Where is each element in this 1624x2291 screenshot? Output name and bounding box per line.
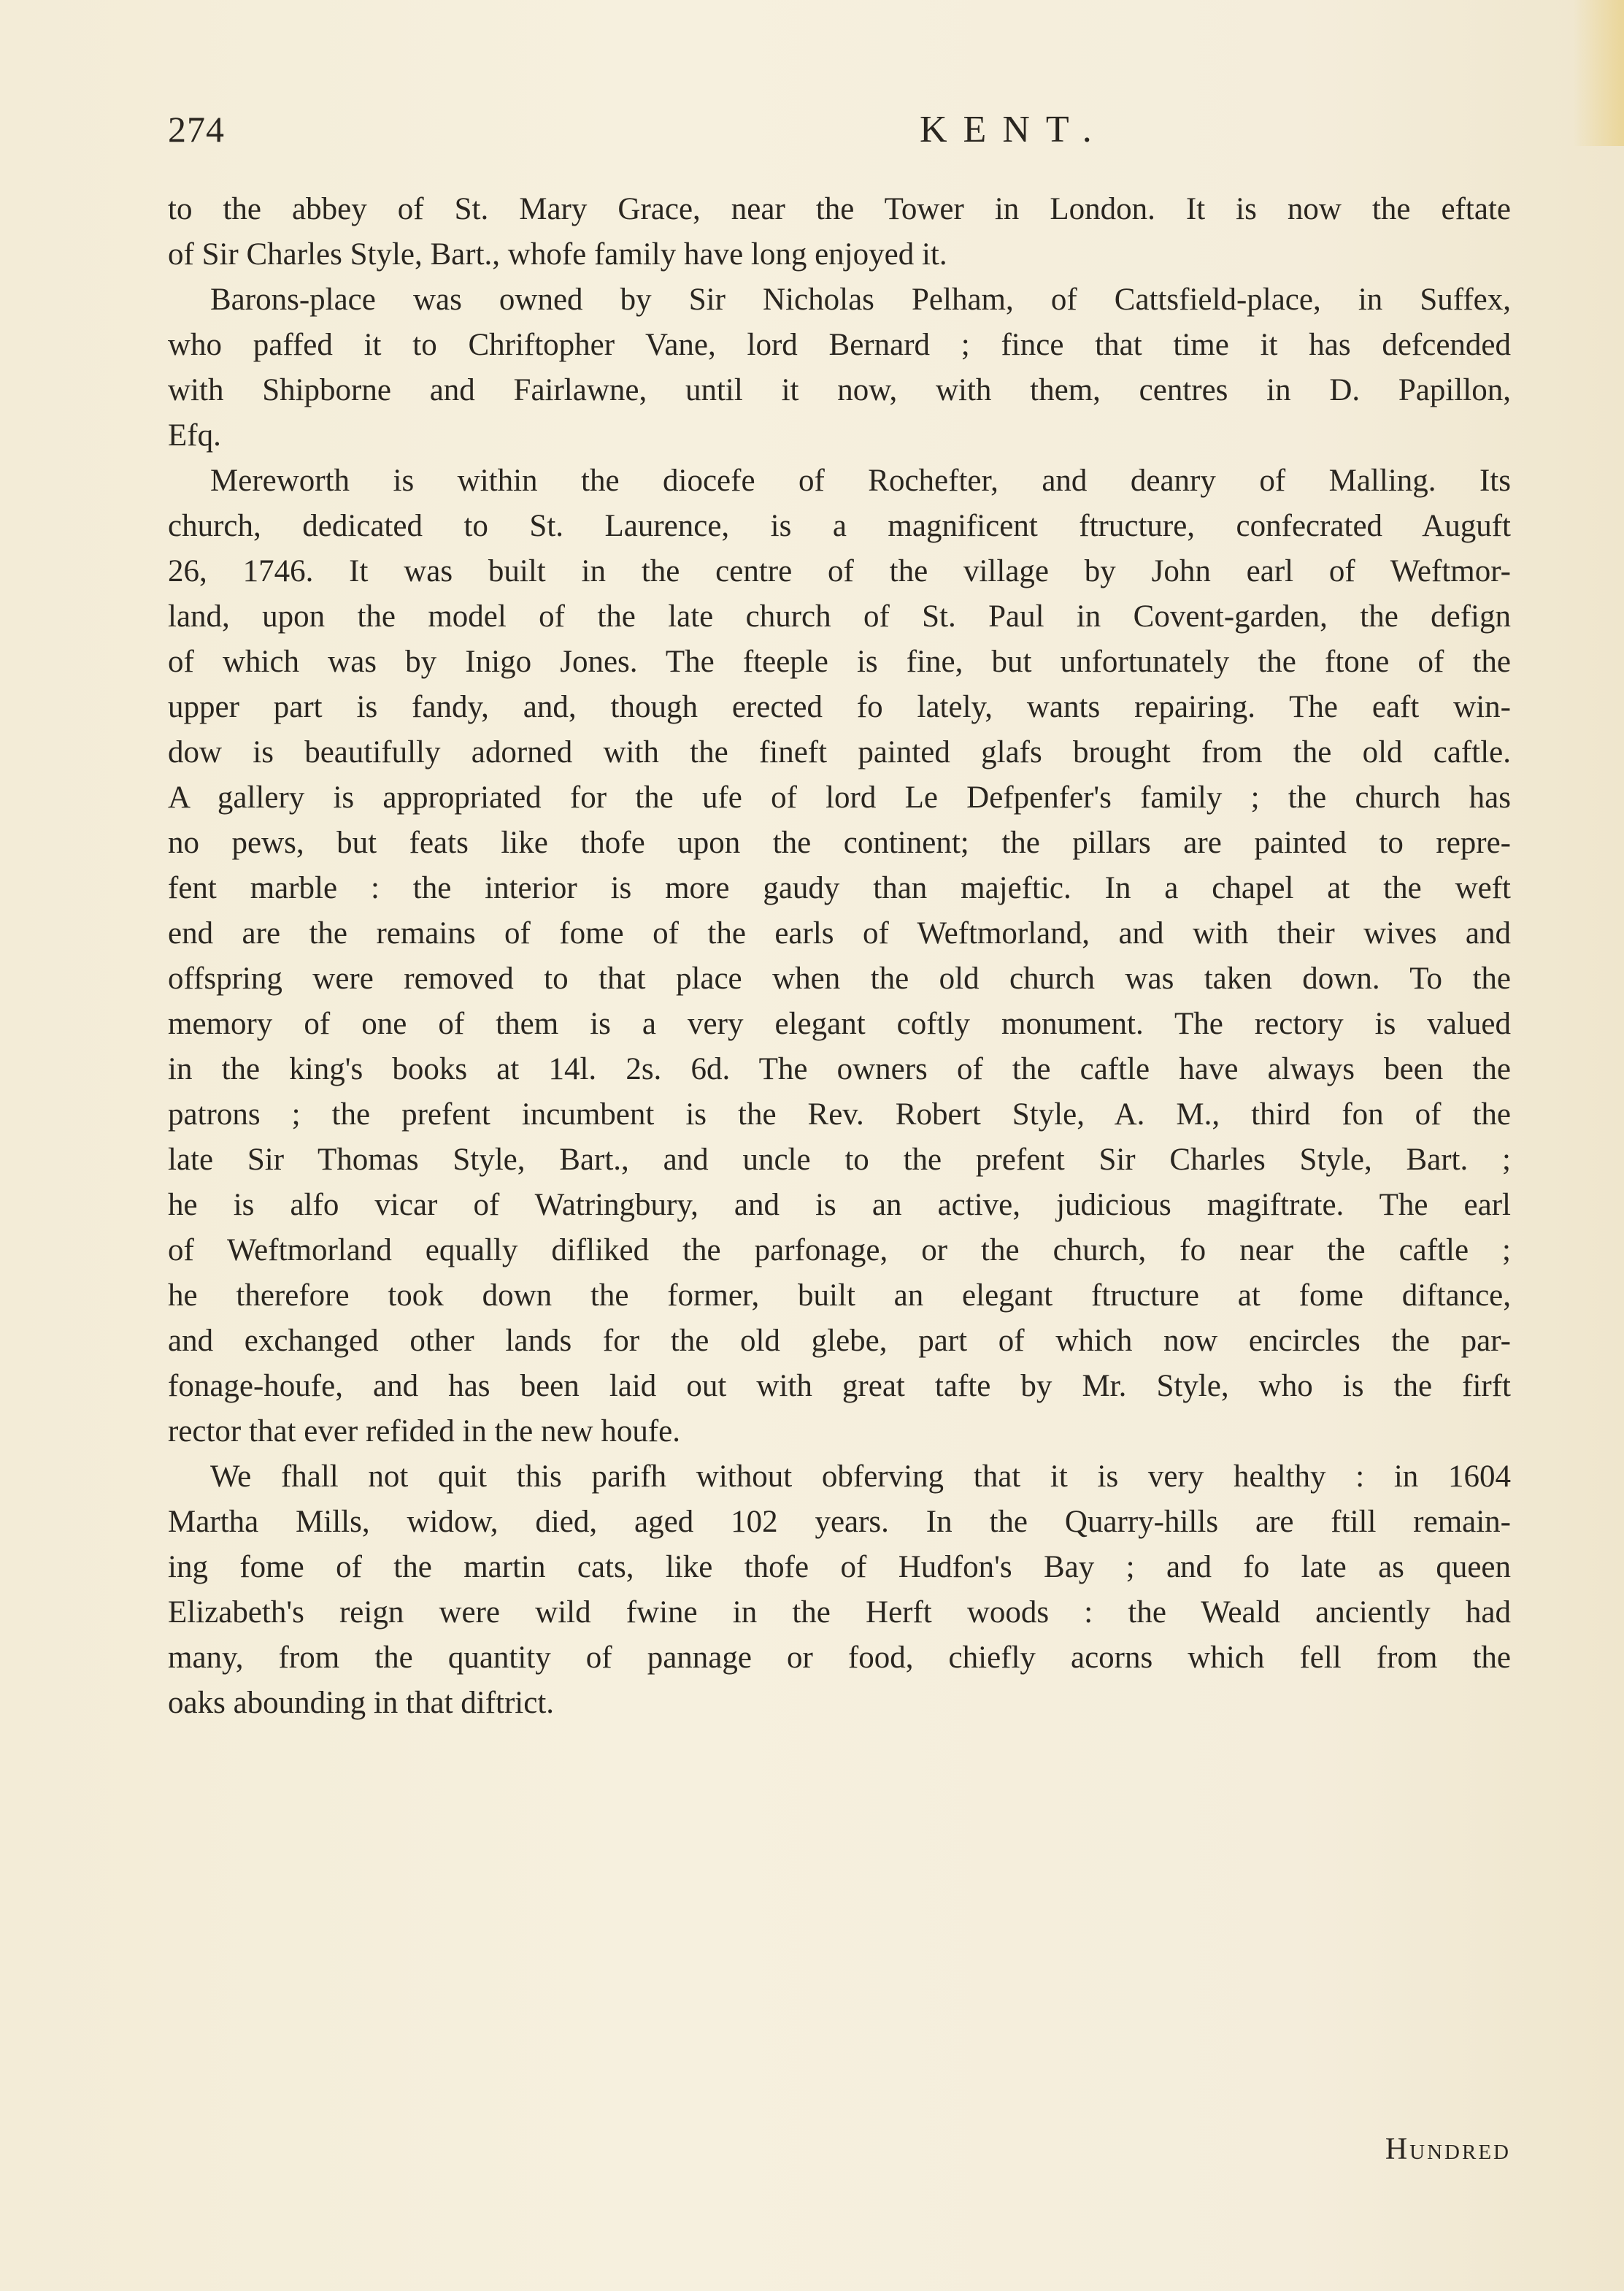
text-line: fonage-houfe, and has been laid out with great tafte by Mr. Style, who is the firft [168,1369,1511,1403]
text-line: fent marble : the interior is more gaudy than majeftic. In a chapel at the weft [168,871,1511,905]
text-line: of which was by Inigo Jones. The fteeple is fine, but unfortunately the ftone of the [168,645,1511,679]
page-number: 274 [168,109,225,150]
text-line: late Sir Thomas Style, Bart., and uncle to the prefent Sir Charles Style, Bart. ; [168,1143,1511,1177]
text-line: patrons ; the prefent incumbent is the Rev. Robert Style, A. M., third fon of the [168,1097,1511,1132]
text-line: of Weftmorland equally difliked the parfonage, or the church, fo near the caftle ; [168,1233,1511,1267]
text-line: land, upon the model of the late church of St. Paul in Covent-garden, the defign [168,599,1511,634]
text-line: 26, 1746. It was built in the centre of the village by John earl of Weftmor- [168,554,1511,588]
text-line: offspring were removed to that place when the old church was taken down. To the [168,962,1511,996]
text-line: in the king's books at 14l. 2s. 6d. The owners of the caftle have always been the [168,1052,1511,1086]
body-text [168,187,1511,1726]
text-line: of Sir Charles Style, Bart., whofe family have long enjoyed it. [168,237,947,272]
text-line: upper part is fandy, and, though erected fo lately, wants repairing. The eaft win- [168,690,1511,724]
text-line: no pews, but feats like thofe upon the continent; the pillars are painted to repre- [168,826,1511,860]
text-line: Barons-place was owned by Sir Nicholas Pelham, of Cattsfield-place, in Suffex, [210,283,1511,317]
page-stain [1573,0,1624,146]
text-line: ing fome of the martin cats, like thofe of Hudfon's Bay ; and fo late as queen [168,1550,1511,1584]
text-line: A gallery is appropriated for the ufe of lord Le Defpenfer's family ; the church has [168,780,1511,815]
catchword: Hundred [1385,2133,1511,2166]
text-line: oaks abounding in that diftrict. [168,1686,555,1720]
text-line: many, from the quantity of pannage or food, chiefly acorns which fell from the [168,1640,1511,1675]
text-line: memory of one of them is a very elegant coftly monument. The rectory is valued [168,1007,1511,1041]
text-line: dow is beautifully adorned with the fineft painted glafs brought from the old caftle. [168,735,1511,770]
text-line: church, dedicated to St. Laurence, is a magnificent ftructure, confecrated Auguft [168,509,1511,543]
text-line: rector that ever refided in the new houfe. [168,1414,681,1448]
text-line: he therefore took down the former, built an elegant ftructure at fome diftance, [168,1278,1511,1313]
page-header [168,108,1511,166]
text-line: with Shipborne and Fairlawne, until it now, with them, centres in D. Papillon, [168,373,1511,407]
text-line: to the abbey of St. Mary Grace, near the Tower in London. It is now the eftate [168,192,1511,226]
text-line: Mereworth is within the diocefe of Rochefter, and deanry of Malling. Its [210,464,1511,498]
text-line: he is alfo vicar of Watringbury, and is an active, judicious magiftrate. The earl [168,1188,1511,1222]
text-line: We fhall not quit this parifh without obferving that it is very healthy : in 1604 [210,1459,1511,1494]
text-line: who paffed it to Chriftopher Vane, lord Bernard ; fince that time it has defcended [168,328,1511,362]
text-line: Martha Mills, widow, died, aged 102 years. In the Quarry-hills are ftill remain- [168,1505,1511,1539]
text-line: end are the remains of fome of the earls of Weftmorland, and with their wives and [168,916,1511,951]
text-line: and exchanged other lands for the old glebe, part of which now encircles the par- [168,1324,1511,1358]
running-head: KENT. [920,109,1108,150]
text-line: Elizabeth's reign were wild fwine in the Herft woods : the Weald anciently had [168,1595,1511,1630]
text-line: Efq. [168,418,221,453]
